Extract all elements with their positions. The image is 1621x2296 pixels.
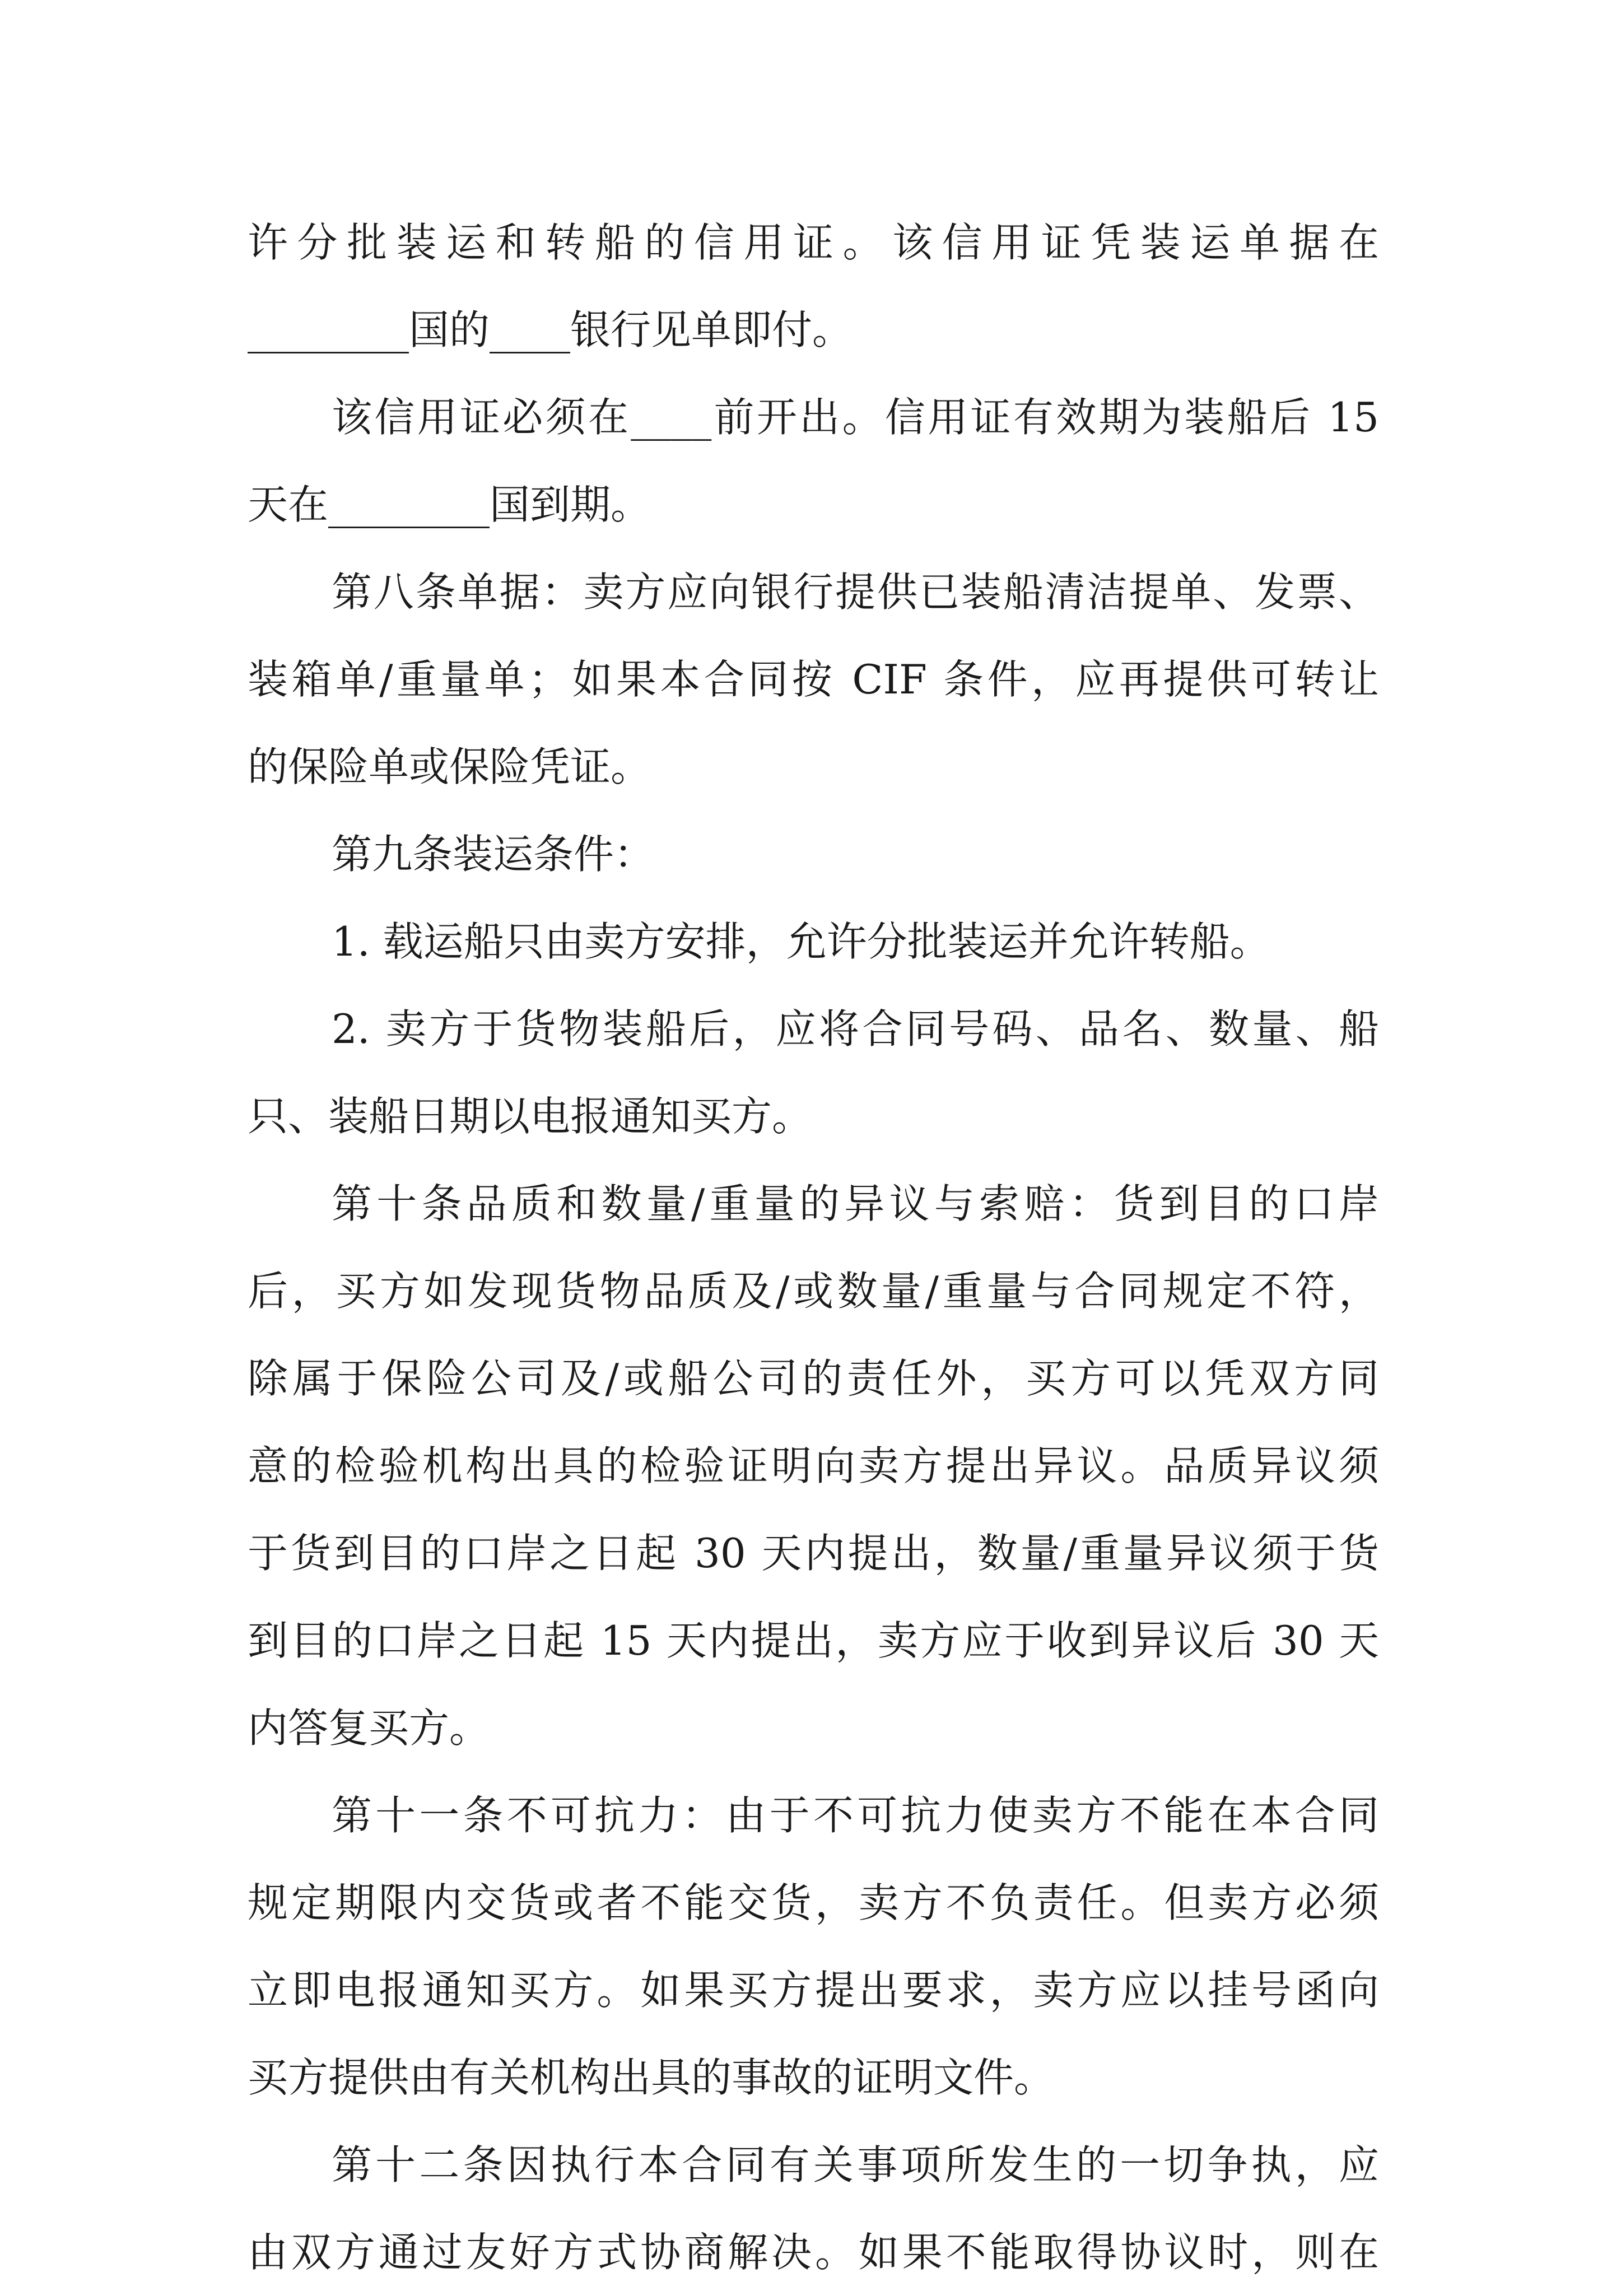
- document-line: 第八条单据：卖方应向银行提供已装船清洁提单、发票、: [332, 569, 1379, 616]
- document-line: ________国的____银行见单即付。: [248, 306, 853, 353]
- document-line: 1. 载运船只由卖方安排，允许分批装运并允许转船。: [332, 918, 1270, 965]
- document-line: 后，买方如发现货物品质及/或数量/重量与合同规定不符，: [248, 1268, 1379, 1315]
- document-line: 到目的口岸之日起 15 天内提出，卖方应于收到异议后 30 天: [248, 1617, 1379, 1664]
- document-line: 天在________国到期。: [248, 481, 651, 528]
- document-line: 内答复买方。: [248, 1704, 490, 1752]
- document-line: 第十二条因执行本合同有关事项所发生的一切争执，应: [332, 2141, 1379, 2188]
- document-line: 许分批装运和转船的信用证。该信用证凭装运单据在: [248, 219, 1379, 266]
- document-line: 该信用证必须在____前开出。信用证有效期为装船后 15: [332, 394, 1379, 441]
- document-line: 买方提供由有关机构出具的事故的证明文件。: [248, 2054, 1055, 2101]
- document-line: 第九条装运条件：: [332, 831, 655, 878]
- document-line: 2. 卖方于货物装船后，应将合同号码、品名、数量、船: [332, 1005, 1379, 1052]
- document-line: 的保险单或保险凭证。: [248, 743, 651, 790]
- document-line: 意的检验机构出具的检验证明向卖方提出异议。品质异议须: [248, 1442, 1379, 1489]
- document-line: 只、装船日期以电报通知买方。: [248, 1093, 813, 1140]
- document-line: 第十条品质和数量/重量的异议与索赔：货到目的口岸: [332, 1180, 1379, 1227]
- document-line: 装箱单/重量单；如果本合同按 CIF 条件，应再提供可转让: [248, 656, 1379, 703]
- document-line: 第十一条不可抗力：由于不可抗力使卖方不能在本合同: [332, 1792, 1379, 1839]
- document-line: 立即电报通知买方。如果买方提出要求，卖方应以挂号函向: [248, 1967, 1379, 2014]
- document-line: 于货到目的口岸之日起 30 天内提出，数量/重量异议须于货: [248, 1530, 1379, 1577]
- document-line: 规定期限内交货或者不能交货，卖方不负责任。但卖方必须: [248, 1879, 1379, 1926]
- document-body: [248, 199, 1379, 2296]
- document-line: 由双方通过友好方式协商解决。如果不能取得协议时，则在: [248, 2229, 1379, 2276]
- document-line: 除属于保险公司及/或船公司的责任外，买方可以凭双方同: [248, 1355, 1379, 1402]
